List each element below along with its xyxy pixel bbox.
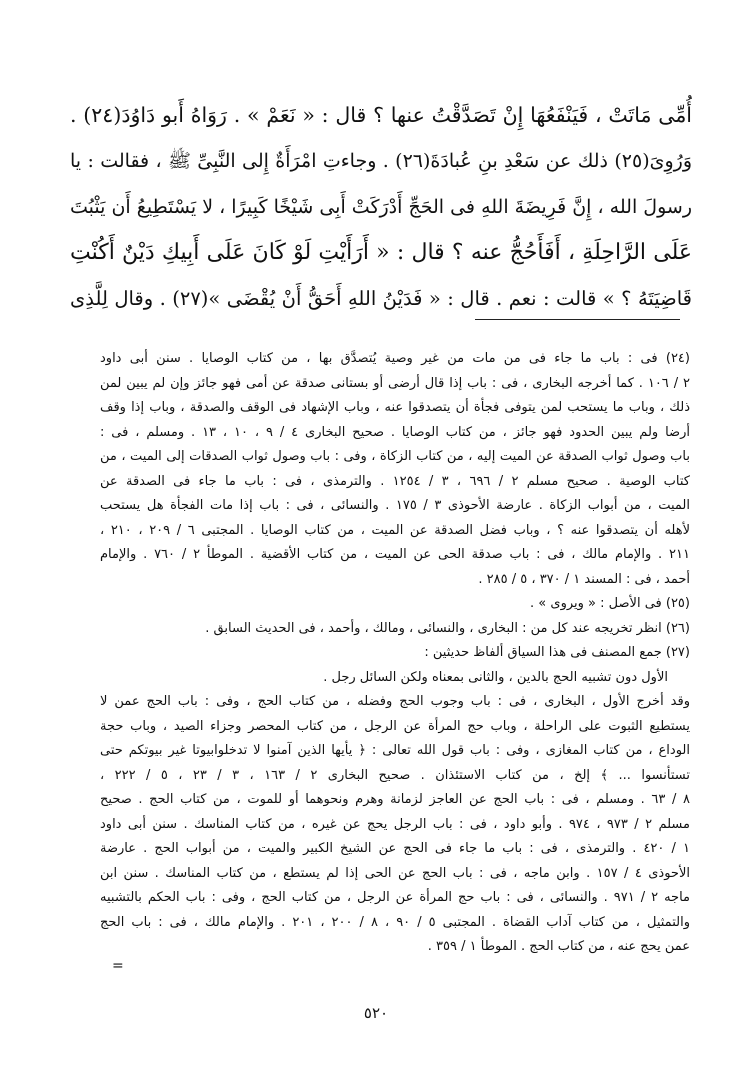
- footnote-divider: [475, 319, 680, 320]
- footnote-line: ذلك ، وباب ما يستحب لمن يتوفى فجأة أن يتصدقوا عنه ، وباب الإشهاد فى الوقف والصدقة ، وباب إذا وقف: [100, 400, 690, 415]
- footnote-line: أرضا ولم يبين الحدود فهو جائز ، من كتاب الوصايا . صحيح البخارى ٤ / ٩ ، ١٠ ، ١٣ . ومسلم ، فى :: [100, 424, 690, 440]
- footnote-line: الميت ، من أبواب الزكاة . عارضة الأحوذى ٣ / ١٧٥ . والنسائى ، فى : باب إذا مات الفجأة هل يستحب: [100, 498, 690, 513]
- footnote-line: والتمثيل ، من كتاب آداب القضاة . المجتبى ٥ / ٩٠ ، ٨ / ٢٠٠ ، ٢٠١ . والإمام مالك ، فى : باب الحج: [100, 914, 690, 930]
- footnote-line: ٨ / ٦٣ . ومسلم ، فى : باب الحج عن العاجز لزمانة وهرم ونحوهما أو للموت ، من كتاب الحج . صحيح: [100, 792, 690, 807]
- page-number: ٥٢٠: [363, 1004, 389, 1022]
- footnote-line: ٢ / ١٠٦ . كما أخرجه البخارى ، فى : باب إذا قال أرضى أو بستانى صدقة عن أمى فهو جائز وإن لم يبين لمن: [100, 375, 690, 391]
- footnote-line: يستطيع الثبوت على الراحلة ، وباب حج المرأة عن الرجل ، من كتاب المحصر وجزاء الصيد ، وباب حجة: [100, 718, 690, 734]
- footnote-line: باب وصول ثواب الصدقة عن الميت إليه ، من كتاب الزكاة ، وفى : باب وصول ثواب الصدقات إلى الميت ، من: [100, 449, 690, 464]
- footnote-line: ١ / ٤٢٠ . والترمذى ، فى : باب ما جاء فى الحج عن الشيخ الكبير والميت ، من أبواب الحج . عارضة: [100, 841, 690, 856]
- footnote-line: (٢٦) انظر تخريجه عند كل من : البخارى ، والنسائى ، ومالك ، وأحمد ، فى الحديث السابق .: [205, 620, 690, 636]
- footnote-line: أحمد ، فى : المسند ١ / ٣٧٠ ، ٥ / ٢٨٥ .: [478, 571, 690, 587]
- footnote-line: كتاب الوصية . صحيح مسلم ٢ / ٦٩٦ ، ٣ / ١٢٥٤ . والترمذى ، فى : باب ما جاء فى الصدقة عن: [100, 473, 690, 489]
- footnote-line: لأهله أن يتصدقوا عنه ؟ ، وباب فضل الصدقة عن الميت ، من كتاب الوصايا . المجتبى ٦ / ٢٠٩ ، ٢١٠ ،: [100, 522, 690, 538]
- continuation-mark: =: [112, 958, 124, 974]
- footnote-line: ٢١١ . والإمام مالك ، فى : باب صدقة الحى عن الميت ، من كتاب الأقضية . الموطأ ٢ / ٧٦٠ . والإمام: [100, 547, 690, 562]
- main-text-line: أُمِّى مَاتَتْ ، فَيَنْفَعُهَا إِنْ تَصَدَّقْتُ عنها ؟ قال : « نَعَمْ » . رَوَاهُ أَبو دَاوُدَ(٢٤) .: [70, 103, 692, 127]
- footnotes-block: [100, 347, 690, 960]
- footnote-line: الوداع ، من كتاب المغازى ، وفى : باب قول الله تعالى : ﴿ يأيها الذين آمنوا لا تدخلوابيوتا غير بيوتكم حتى: [100, 743, 690, 758]
- main-text-line: وَرُوِىَ(٢٥) ذلك عن سَعْدِ بنِ عُبادَةَ(٢٦) . وجاءتِ امْرَأَةٌ إِلى النَّبِىِّ ﷺ ، فقالت : يا: [70, 150, 692, 172]
- footnote-line: الأول دون تشبيه الحج بالدين ، والثانى بمعناه ولكن السائل رجل .: [323, 669, 668, 685]
- footnote-line: عمن يحج عنه ، من كتاب الحج . الموطأ ١ / ٣٥٩ .: [427, 939, 690, 954]
- main-text-block: [70, 92, 692, 322]
- footnote-line: وقد أخرج الأول ، البخارى ، فى : باب وجوب الحج وفضله ، من كتاب الحج ، وفى : باب الحج عمن لا: [100, 694, 690, 709]
- footnote-line: (٢٤) فى : باب ما جاء فى من مات من غير وصية يُتصدَّق بها ، من كتاب الوصايا . سنن أبى داود: [100, 351, 690, 366]
- main-text-line: قَاضِيَتَهُ ؟ » قالت : نعم . قال : « فَدَيْنُ اللهِ أَحَقُّ أَنْ يُقْضَى »(٢٧) . وقال لِلَّذِى: [70, 287, 692, 310]
- footnote-line: (٢٥) فى الأصل : « ويروى » .: [530, 596, 690, 611]
- footnote-line: (٢٧) جمع المصنف فى هذا السياق ألفاظ حديثين :: [424, 645, 690, 660]
- main-text-line: رسولَ الله ، إِنَّ فَرِيضَةَ اللهِ فى الحَجِّ أَدْرَكَتْ أَبِى شَيْخًا كَبِيرًا ، لا يَسْتَطِيعُ أَن يَثْبُتَ: [70, 196, 692, 218]
- footnote-line: ماجه ٢ / ٩٧١ . والنسائى ، فى : باب حج المرأة عن الرجل ، من كتاب الحج ، وفى : باب الحكم بالتشبيه: [100, 890, 690, 905]
- main-text-line: عَلَى الرَّاحِلَةِ ، أَفَأَحُجُّ عنه ؟ قال : « أَرَأَيْتِ لَوْ كَانَ عَلَى أَبِيكِ دَيْنٌ أَكُنْتِ: [70, 240, 692, 265]
- footnote-line: تستأنسوا ... ﴾ إلخ ، من كتاب الاستئذان . صحيح البخارى ٢ / ١٦٣ ، ٣ / ٢٣ ، ٥ / ٢٢٢ ،: [100, 767, 690, 783]
- footnote-line: الأحوذى ٤ / ١٥٧ . وابن ماجه ، فى : باب الحج عن الحى إذا لم يستطع ، من كتاب المناسك . سنن ابن: [100, 865, 690, 881]
- footnote-line: مسلم ٢ / ٩٧٣ ، ٩٧٤ . وأبو داود ، فى : باب الرجل يحج عن غيره ، من كتاب المناسك . سنن أبى داود: [100, 816, 690, 832]
